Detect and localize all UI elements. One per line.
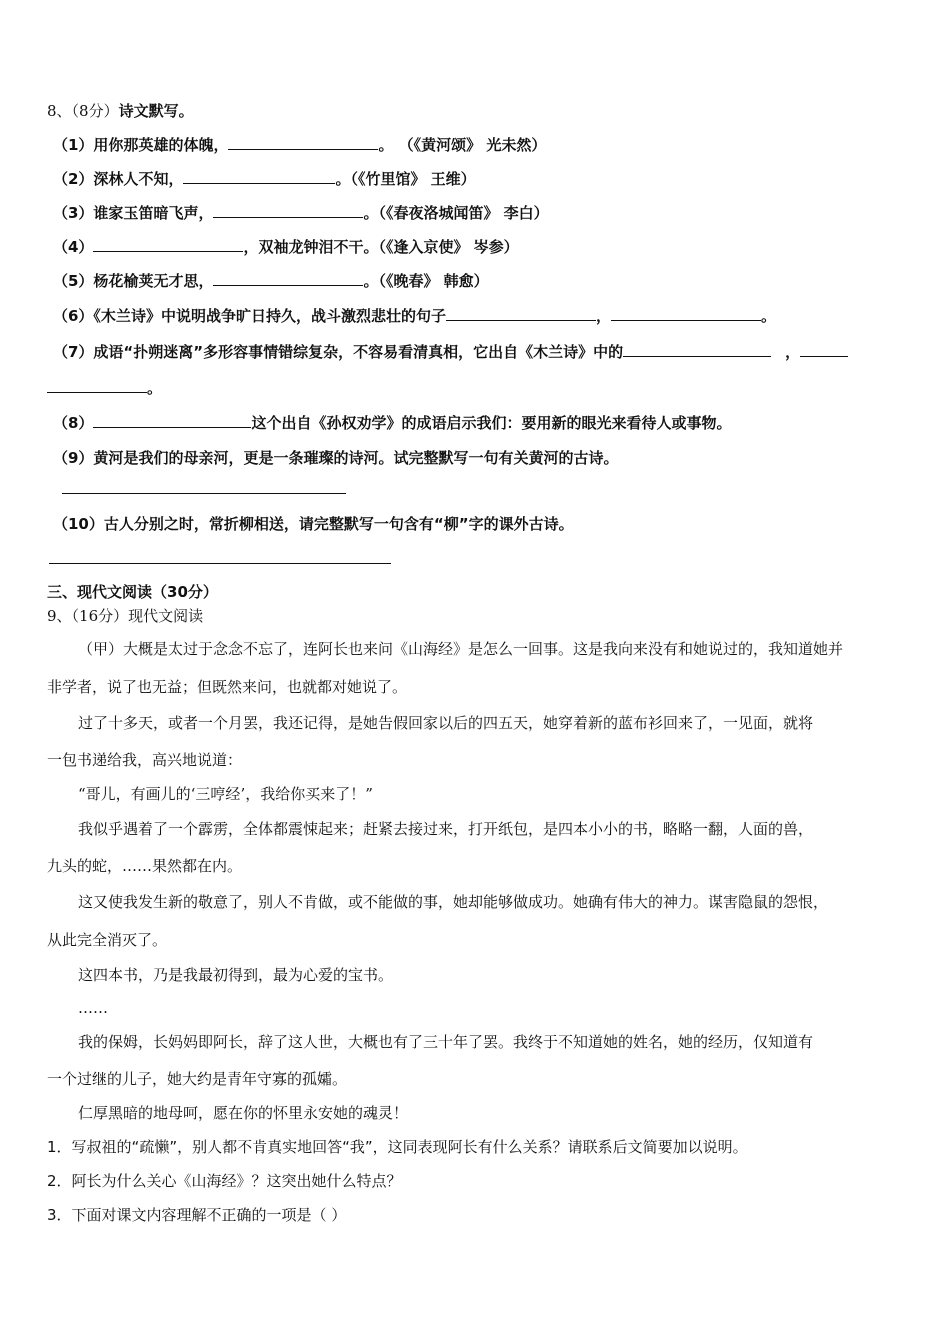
answer-blank[interactable] [213,271,363,286]
item-text: 。（《晚春》 韩愈） [363,272,489,290]
item-text: ， [595,307,611,325]
section-3-title: 三、现代文阅读（30分） [47,583,218,601]
q9-question-2: 2．阿长为什么关心《山海经》？这突出她什么特点？ [47,1172,402,1190]
answer-blank[interactable] [446,306,596,321]
item-text: 。（《春夜洛城闻笛》 李白） [363,204,549,222]
passage-line: （甲）大概是太过于念念不忘了，连阿长也来问《山海经》是怎么一回事。这是我向来没有和她说过的，我知道她并 [78,640,844,658]
q8-item-8 [53,413,731,433]
passage-line: 九头的蛇，……果然都在内。 [47,857,243,875]
answer-blank[interactable] [93,237,243,252]
item-text: （2）深林人不知， [53,170,184,188]
q9-question-3: 3．下面对课文内容理解不正确的一项是（ ） [47,1206,347,1224]
q8-item-2 [53,169,476,189]
passage-line: “哥儿，有画儿的‘三哼经’，我给你买来了！” [78,785,373,803]
passage-line: 一包书递给我，高兴地说道： [47,751,243,769]
passage-line: 非学者，说了也无益；但既然来问，也就都对她说了。 [47,678,408,696]
item-text: ， [785,343,801,361]
q8-title: 诗文默写。 [118,102,194,120]
q8-item-6 [53,306,776,326]
q9-question-1: 1．写叔祖的“疏懒”，别人都不肯真实地回答“我”，这同表现阿长有什么关系？请联系后文简要加以说明。 [47,1138,748,1156]
q8-item-1 [53,135,546,155]
q8-item-7-continued [47,378,162,398]
passage-line: 一个过继的儿子，她大约是青年守寡的孤孀。 [47,1070,348,1088]
passage-line: 从此完全消灭了。 [47,931,168,949]
passage-line: 过了十多天，或者一个月罢，我还记得，是她告假回家以后的四五天，她穿着新的蓝布衫回来了，一见面，就将 [78,714,814,732]
passage-line: 我似乎遇着了一个霹雳，全体都震悚起来；赶紧去接过来，打开纸包，是四本小小的书，略略一翻，人面的兽， [78,820,814,838]
answer-blank[interactable] [228,135,378,150]
answer-blank[interactable] [183,169,335,184]
item-text: （4） [53,238,94,256]
q8-number: 8、（8分） [47,102,119,120]
item-text: 。 （《黄河颂》 光未然） [378,136,547,154]
passage-line: 我的保姆，长妈妈即阿长，辞了这人世，大概也有了三十年了罢。我终于不知道她的姓名，她的经历，仅知道有 [78,1033,814,1051]
passage-line: …… [78,999,108,1017]
item-text: （3）谁家玉笛暗飞声， [53,204,214,222]
passage-line: 仁厚黑暗的地母呵，愿在你的怀里永安她的魂灵！ [78,1104,409,1122]
answer-blank[interactable] [213,203,363,218]
item-text: （7）成语“扑朔迷离”多形容事情错综复杂，不容易看清真相，它出自《木兰诗》中的 [53,343,624,361]
item-text: （1）用你那英雄的体魄， [53,136,229,154]
q8-item-5 [53,271,489,291]
answer-blank[interactable] [800,342,848,357]
answer-blank[interactable] [611,306,761,321]
answer-line-9[interactable] [62,493,346,494]
item-text: （8） [53,414,94,432]
item-text: （6）《木兰诗》中说明战争旷日持久，战斗激烈悲壮的句子 [53,307,446,325]
q8-item-9: （9）黄河是我们的母亲河，更是一条璀璨的诗河。试完整默写一句有关黄河的古诗。 [53,449,619,467]
q8-item-7 [53,342,848,362]
passage-line: 这四本书，乃是我最初得到，最为心爱的宝书。 [78,966,394,984]
item-text: （5）杨花榆荚无才思， [53,272,214,290]
answer-blank[interactable] [93,413,251,428]
passage-line: 这又使我发生新的敬意了，别人不肯做，或不能做的事，她却能够做成功。她确有伟大的神力。谋害隐鼠的怨恨， [78,893,829,911]
answer-blank[interactable] [623,342,771,357]
q8-heading [47,101,194,122]
q8-item-4 [53,237,519,257]
q8-item-3 [53,203,549,223]
q9-heading: 9、（16分）现代文阅读 [47,607,204,625]
item-text: ，双袖龙钟泪不干。（《逢入京使》 岑参） [243,238,519,256]
answer-blank[interactable] [47,378,147,393]
item-text: 。（《竹里馆》 王维） [335,170,476,188]
item-text: 。 [147,379,163,397]
q8-item-10: （10）古人分别之时，常折柳相送，请完整默写一句含有“柳”字的课外古诗。 [53,515,574,533]
item-text: 。 [760,307,776,325]
item-text: 这个出自《孙权劝学》的成语启示我们：要用新的眼光来看待人或事物。 [251,414,732,432]
answer-line-10[interactable] [49,563,391,564]
